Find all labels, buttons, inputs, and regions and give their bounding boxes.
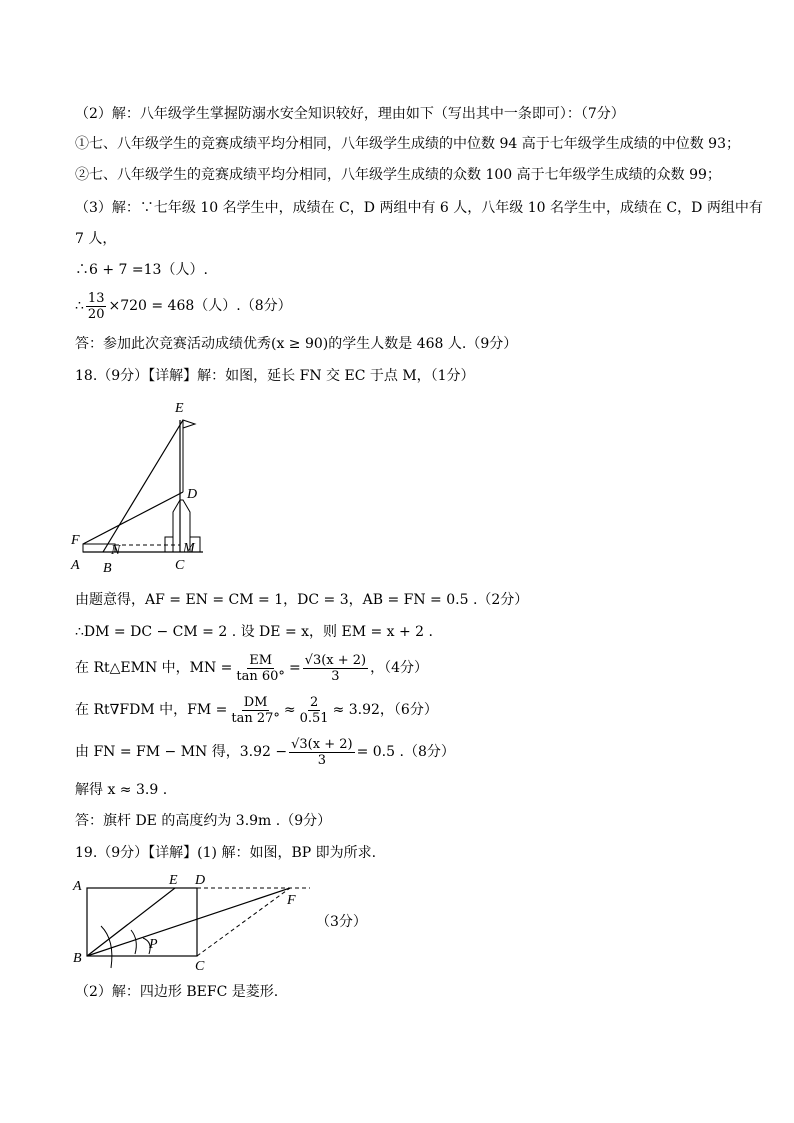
q17-calc-2: [75, 288, 292, 324]
label-A: A: [73, 879, 82, 894]
label-F: F: [71, 533, 80, 548]
fraction-em-tan60: $\frac{EM}{\tan 60^\circ}$: [236, 652, 285, 684]
q19-heading: 19.（9分）【详解】(1) 解：如图，BP 即为所求.: [75, 845, 377, 861]
label-E: E: [175, 401, 184, 416]
fraction-2-over-051: $\frac{2}{0.51}$: [299, 694, 329, 726]
therefore-symbol: ∴: [75, 298, 84, 314]
q18-step-1: 由题意得，AF = EN = CM = 1，DC = 3，AB = FN = 0.5 .（2分）: [75, 592, 529, 608]
label-E: E: [169, 873, 178, 888]
label-M: M: [183, 541, 195, 556]
q18-step-5: 由 FN = FM − MN 得，3.92 − $\frac{√3(x + 2)}{3}$ = 0.5 .（8分）: [75, 736, 455, 768]
label-C: C: [195, 959, 205, 973]
q18-heading: 18.（9分）【详解】解：如图，延长 FN 交 EC 于点 M，（1分）: [75, 368, 475, 384]
label-P: P: [149, 937, 158, 952]
fraction-sqrt3-x2-over-3: $\frac{√3(x + 2)}{3}$: [304, 652, 367, 684]
fraction-sqrt3-x2-over-3-b: $\frac{√3(x + 2)}{3}$: [291, 736, 353, 768]
q18-step-3: 在 Rt△EMN 中，MN = $\frac{EM}{\tan 60^\circ}$ = $\frac{√3(x + 2)}{3}$ ，（4分）: [75, 652, 429, 684]
q17-reason-2: ②七、八年级学生的竞赛成绩平均分相同，八年级学生成绩的众数 100 高于七年级学生成绩的众数 99；: [75, 167, 721, 183]
label-D: D: [195, 873, 206, 888]
q17-calc-1: ∴6 + 7 =13（人）.: [75, 262, 208, 278]
label-F: F: [287, 893, 296, 908]
q17-part3-line1: （3）解：∵七年级 10 名学生中，成绩在 C，D 两组中有 6 人，八年级 10 名学生中，成绩在 C，D 两组中有: [75, 200, 763, 216]
q17-part2: （2）解：八年级学生掌握防溺水安全知识较好，理由如下（写出其中一条即可）：（7分）: [75, 106, 625, 122]
q18-step-4: 在 Rt∇FDM 中，FM = $\frac{DM}{\tan 27^\circ}$ ≈ $\frac{2}{0.51}$ ≈ 3.92，（6分）: [75, 694, 438, 726]
q18-answer: 答：旗杆 DE 的高度约为 3.9m .（9分）: [75, 813, 332, 829]
flagpole-figure: [65, 392, 215, 577]
q17-part3-line2: 7 人，: [75, 231, 117, 247]
label-A: A: [71, 558, 80, 573]
label-N: N: [111, 543, 121, 558]
label-B: B: [73, 951, 82, 966]
fraction-dm-tan27: $\frac{DM}{\tan 27^\circ}$: [231, 694, 280, 726]
label-D: D: [187, 487, 198, 502]
q18-step-6: 解得 x ≈ 3.9 .: [75, 782, 168, 798]
label-C: C: [175, 558, 185, 573]
q18-step-2: ∴DM = DC − CM = 2 . 设 DE = x，则 EM = x + 2 .: [75, 624, 433, 640]
q17-answer: 答：参加此次竞赛活动成绩优秀(x ≥ 90)的学生人数是 468 人.（9分）: [75, 336, 518, 352]
rectangle-construction-figure: [65, 868, 325, 973]
q19-part2: （2）解：四边形 BEFC 是菱形.: [75, 984, 279, 1000]
label-B: B: [103, 561, 112, 576]
q19-score: （3分）: [316, 914, 367, 930]
calc-2-result: ×720 = 468（人）.（8分）: [108, 298, 292, 314]
fraction-13-20: $\frac{13}{20}$: [87, 290, 105, 322]
q17-reason-1: ①七、八年级学生的竞赛成绩平均分相同，八年级学生成绩的中位数 94 高于七年级学生成绩的中位数 93；: [75, 136, 740, 152]
